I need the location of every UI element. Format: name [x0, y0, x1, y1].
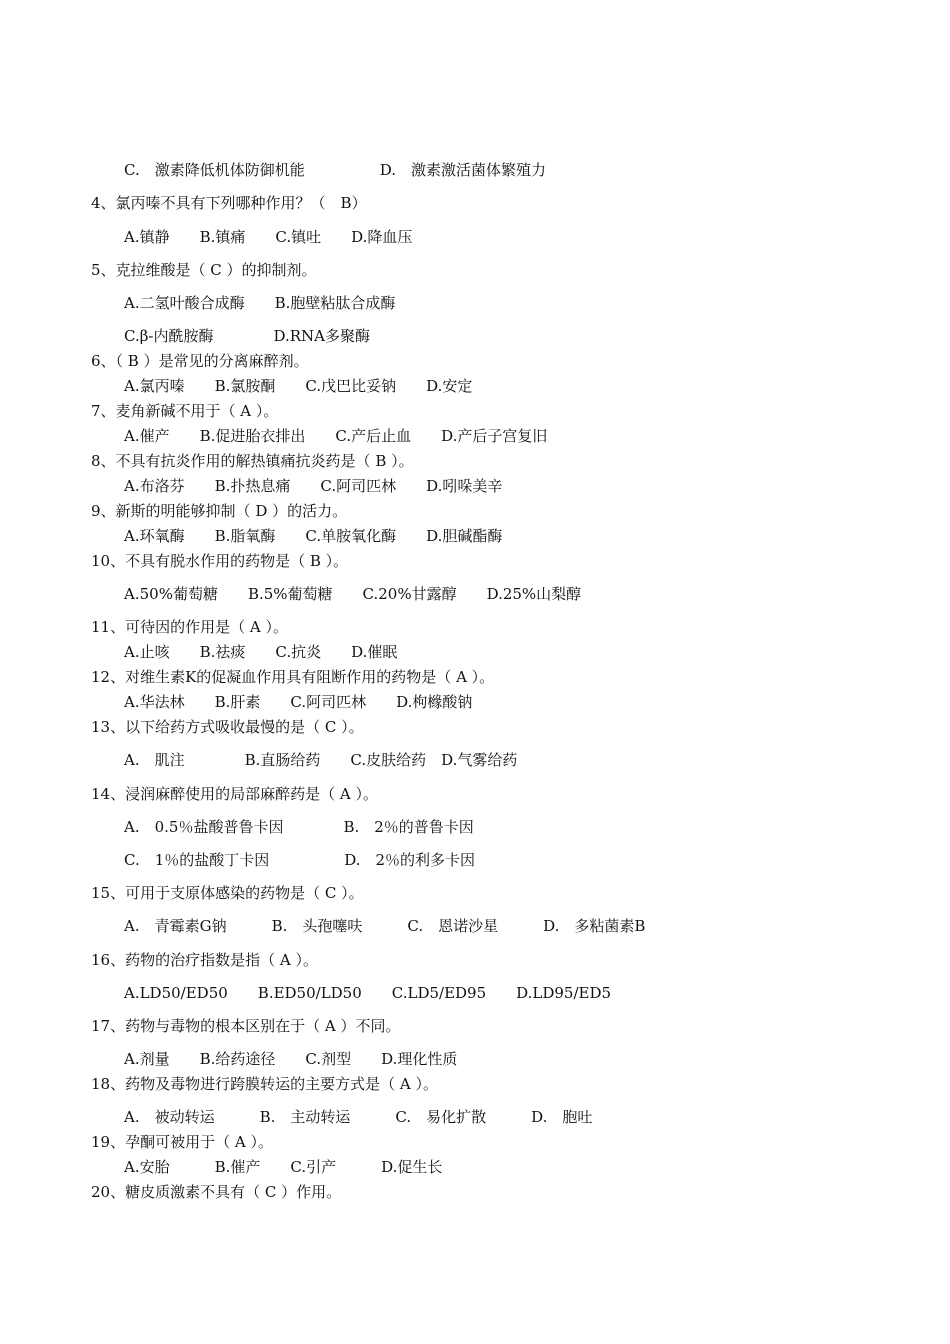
question-14: 14、浸润麻醉使用的局部麻醉药是（ A ）。: [91, 785, 378, 803]
options-15: A. 青霉素G钠 B. 头孢噻呋 C. 恩诺沙星 D. 多粘菌素B: [124, 917, 646, 935]
options-6: A.氯丙嗪 B.氯胺酮 C.戊巴比妥钠 D.安定: [124, 377, 473, 395]
options-18: A. 被动转运 B. 主动转运 C. 易化扩散 D. 胞吐: [124, 1108, 593, 1126]
question-13: 13、以下给药方式吸收最慢的是（ C ）。: [91, 718, 364, 736]
question-5: 5、克拉维酸是（ C ）的抑制剂。: [91, 261, 317, 279]
options-10: A.50%葡萄糖 B.5%葡萄糖 C.20%甘露醇 D.25%山梨醇: [124, 585, 582, 603]
options-14-row1: A. 0.5％盐酸普鲁卡因 B. 2％的普鲁卡因: [124, 818, 474, 836]
question-8: 8、不具有抗炎作用的解热镇痛抗炎药是（ B ）。: [91, 452, 414, 470]
options-7: A.催产 B.促进胎衣排出 C.产后止血 D.产后子宫复旧: [124, 427, 548, 445]
options-12: A.华法林 B.肝素 C.阿司匹林 D.枸橼酸钠: [124, 693, 473, 711]
options-11: A.止咳 B.祛痰 C.抗炎 D.催眠: [124, 643, 398, 661]
question-15: 15、可用于支原体感染的药物是（ C ）。: [91, 884, 364, 902]
options-9: A.环氧酶 B.脂氧酶 C.单胺氧化酶 D.胆碱酯酶: [124, 527, 503, 545]
options-17: A.剂量 B.给药途径 C.剂型 D.理化性质: [124, 1050, 458, 1068]
options-16: A.LD50/ED50 B.ED50/LD50 C.LD5/ED95 D.LD95/ED5: [124, 984, 612, 1002]
options-5-row2: C.β-内酰胺酶 D.RNA多聚酶: [124, 327, 370, 345]
question-18: 18、药物及毒物进行跨膜转运的主要方式是（ A ）。: [91, 1075, 438, 1093]
question-7: 7、麦角新碱不用于（ A ）。: [91, 402, 279, 420]
question-20: 20、糖皮质激素不具有（ C ）作用。: [91, 1183, 342, 1201]
options-8: A.布洛芬 B.扑热息痛 C.阿司匹林 D.吲哚美辛: [124, 477, 503, 495]
options-4: A.镇静 B.镇痛 C.镇吐 D.降血压: [124, 228, 413, 246]
question-9: 9、新斯的明能够抑制（ D ）的活力。: [91, 502, 348, 520]
options-14-row2: C. 1％的盐酸丁卡因 D. 2％的利多卡因: [124, 851, 476, 869]
question-12: 12、对维生素K的促凝血作用具有阻断作用的药物是（ A ）。: [91, 668, 495, 686]
question-10: 10、不具有脱水作用的药物是（ B ）。: [91, 552, 349, 570]
question-6: 6、（ B ）是常见的分离麻醉剂。: [91, 352, 309, 370]
options-19: A.安胎 B.催产 C.引产 D.促生长: [124, 1158, 443, 1176]
question-17: 17、药物与毒物的根本区别在于（ A ）不同。: [91, 1017, 401, 1035]
options-5-row1: A.二氢叶酸合成酶 B.胞壁粘肽合成酶: [124, 294, 396, 312]
option-line: C. 激素降低机体防御机能 D. 激素激活菌体繁殖力: [124, 161, 546, 179]
options-13: A. 肌注 B.直肠给药 C.皮肤给药 D.气雾给药: [124, 751, 518, 769]
question-4: 4、氯丙嗪不具有下列哪种作用？（ B）: [91, 194, 367, 212]
question-19: 19、孕酮可被用于（ A ）。: [91, 1133, 273, 1151]
question-11: 11、可待因的作用是（ A ）。: [91, 618, 288, 636]
question-16: 16、药物的治疗指数是指（ A ）。: [91, 951, 318, 969]
